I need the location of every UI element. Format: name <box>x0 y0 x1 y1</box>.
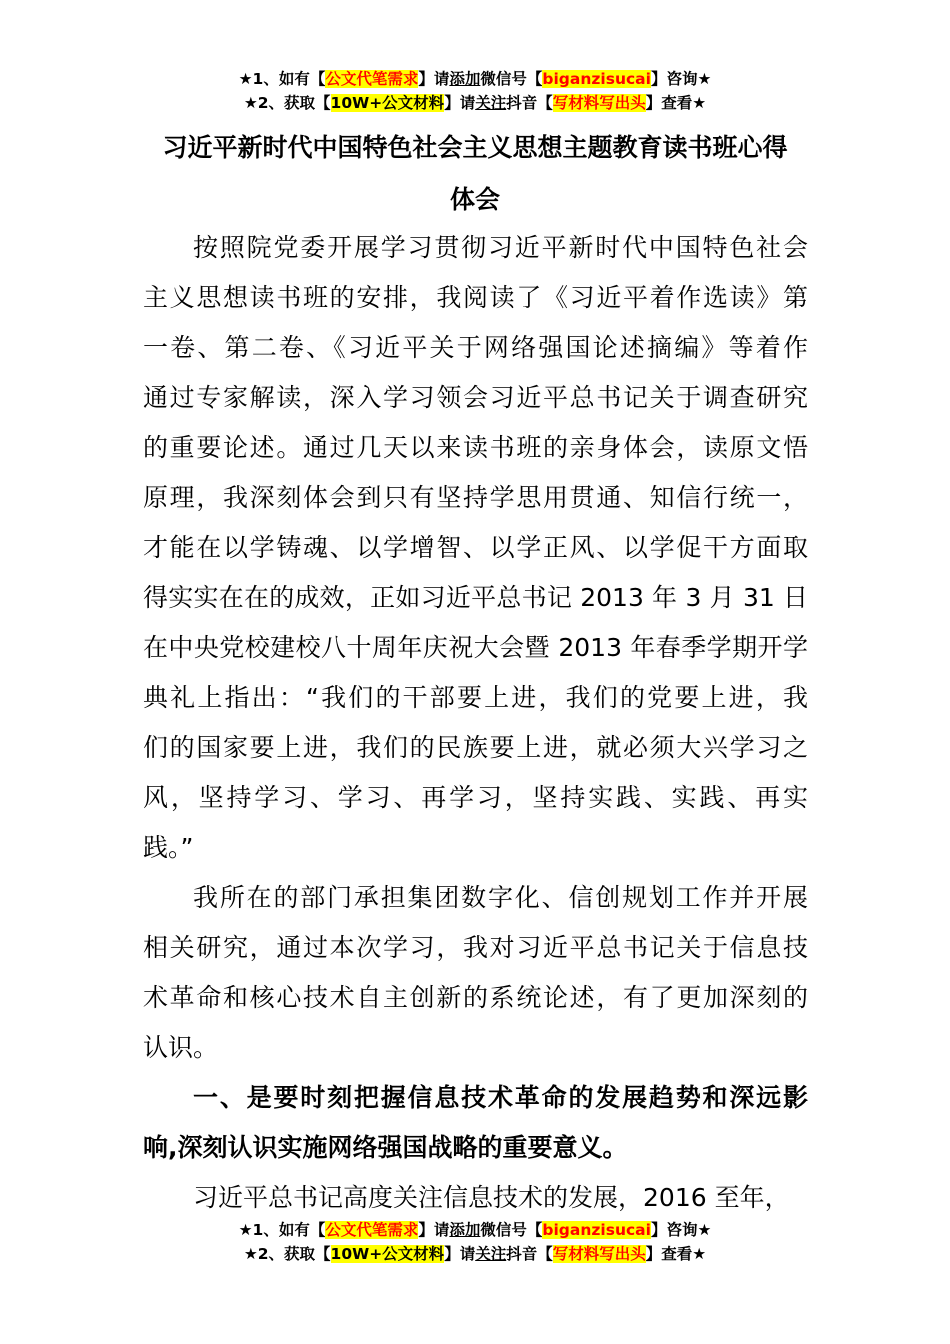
paragraph-line: 主义思想读书班的安排，我阅读了《习近平着作选读》第 <box>143 283 808 312</box>
promo-banner-top <box>0 67 950 115</box>
title-line: 体会 <box>449 185 500 214</box>
promo-line-2: ★2、获取【10W+公文材料】请关注抖音【写材料写出头】查看★ <box>243 94 707 112</box>
promo-line-1: ★1、如有【公文代笔需求】请添加微信号【biganzisucai】咨询★ <box>238 1221 712 1239</box>
paragraph-line: 风，坚持学习、学习、再学习，坚持实践、实践、再实 <box>143 783 808 812</box>
paragraph-line: 认识。 <box>143 1033 219 1062</box>
paragraph-line: 术革命和核心技术自主创新的系统论述，有了更加深刻的 <box>143 983 808 1012</box>
paragraph-line: 按照院党委开展学习贯彻习近平新时代中国特色社会 <box>193 233 808 262</box>
paragraph-line: 践。” <box>143 833 194 862</box>
paragraph-line: 们的国家要上进，我们的民族要上进，就必须大兴学习之 <box>143 733 808 762</box>
promo-highlight-materials: 10W+公文材料 <box>330 1245 445 1263</box>
promo-highlight-douyin: 写材料写出头 <box>552 1245 646 1263</box>
paragraph-line: 相关研究，通过本次学习，我对习近平总书记关于信息技 <box>143 933 808 962</box>
paragraph-line: 的重要论述。通过几天以来读书班的亲身体会，读原文悟 <box>143 433 808 462</box>
promo-highlight-wechat: biganzisucai <box>542 1221 651 1239</box>
section-heading-line: 一、是要时刻把握信息技术革命的发展趋势和深远影 <box>193 1083 808 1112</box>
section-heading-line: 响,深刻认识实施网络强国战略的重要意义。 <box>143 1133 628 1162</box>
paragraph-line: 一卷、第二卷、《习近平关于网络强国论述摘编》等着作 <box>143 333 808 362</box>
paragraph-line: 才能在以学铸魂、以学增智、以学正风、以学促干方面取 <box>143 533 808 562</box>
paragraph-line: 通过专家解读，深入学习领会习近平总书记关于调查研究 <box>143 383 808 412</box>
promo-highlight-douyin: 写材料写出头 <box>552 94 646 112</box>
paragraph-line: 在中央党校建校八十周年庆祝大会暨 2013 年春季学期开学 <box>143 633 808 662</box>
paragraph-line: 我所在的部门承担集团数字化、信创规划工作并开展 <box>193 883 808 912</box>
document-title <box>110 122 840 226</box>
paragraph-line: 习近平总书记高度关注信息技术的发展，2016 至年， <box>193 1183 790 1212</box>
paragraph-line: 原理，我深刻体会到只有坚持学思用贯通、知信行统一， <box>143 483 808 512</box>
promo-banner-bottom <box>0 1218 950 1266</box>
promo-highlight-service: 公文代笔需求 <box>325 70 419 88</box>
paragraph-line: 典礼上指出：“我们的干部要上进，我们的党要上进，我 <box>143 683 808 712</box>
promo-line-1: ★1、如有【公文代笔需求】请添加微信号【biganzisucai】咨询★ <box>238 70 712 88</box>
promo-highlight-wechat: biganzisucai <box>542 70 651 88</box>
promo-highlight-service: 公文代笔需求 <box>325 1221 419 1239</box>
promo-line-2: ★2、获取【10W+公文材料】请关注抖音【写材料写出头】查看★ <box>243 1245 707 1263</box>
title-line: 习近平新时代中国特色社会主义思想主题教育读书班心得 <box>162 133 788 162</box>
paragraph-line: 得实实在在的成效，正如习近平总书记 2013 年 3 月 31 日 <box>143 583 808 612</box>
promo-highlight-materials: 10W+公文材料 <box>330 94 445 112</box>
document-body <box>143 223 808 1223</box>
